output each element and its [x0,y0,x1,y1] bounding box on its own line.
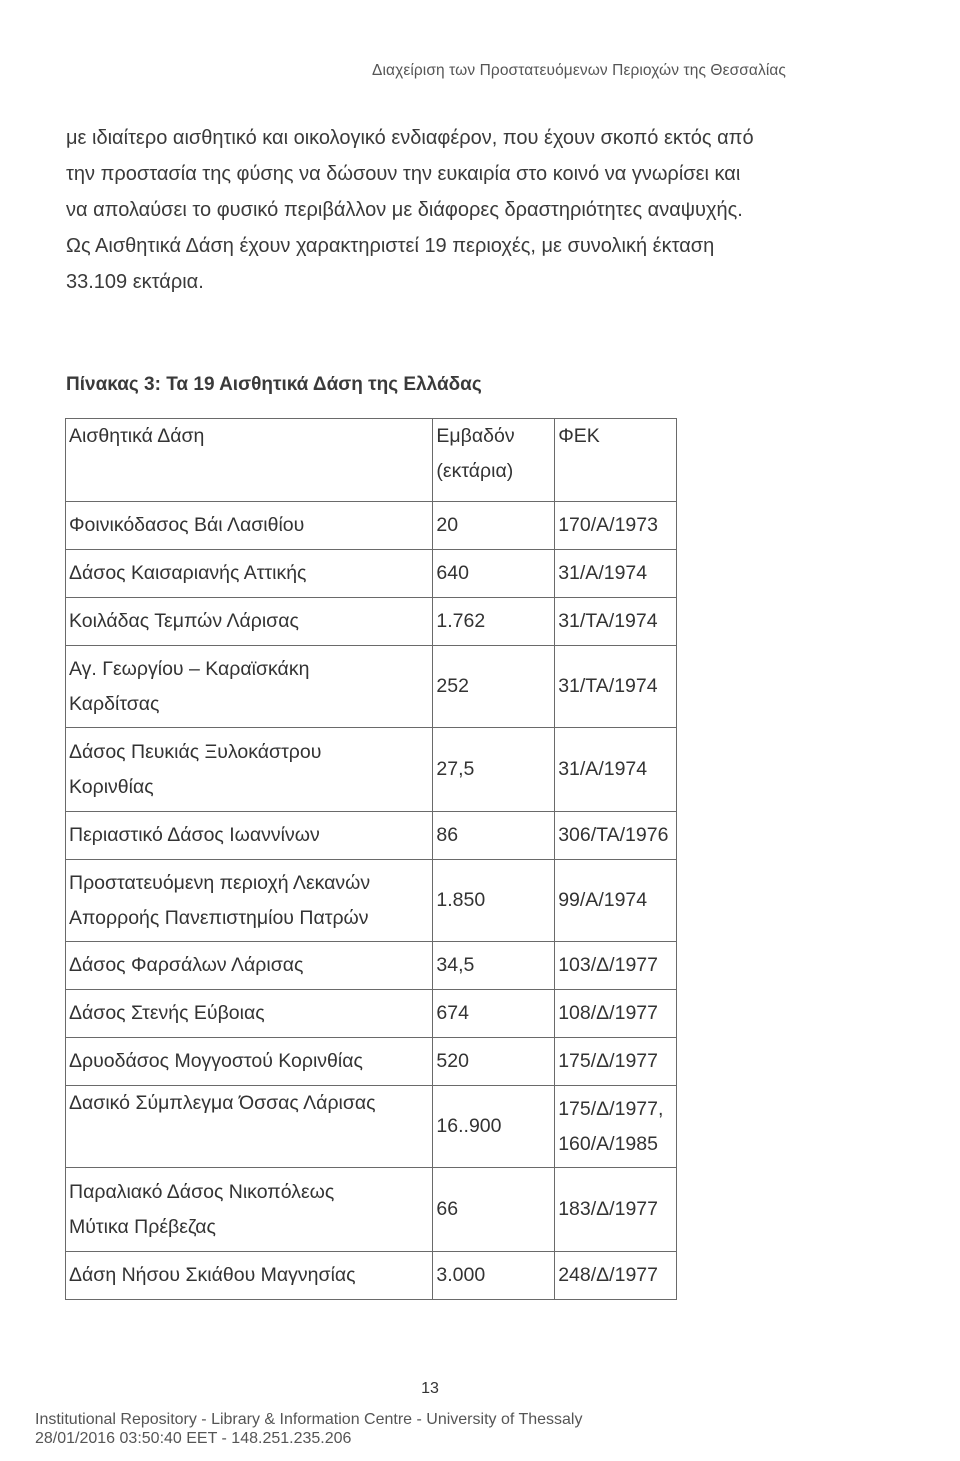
area-value: 3.000 [436,1264,486,1286]
forest-name-cell [66,860,433,942]
area-cell [433,860,555,942]
fek-cell [555,860,677,942]
forest-name: Δάσος Στενής Εύβοιας [69,1002,265,1024]
table-caption: Πίνακας 3: Τα 19 Αισθητικά Δάση της Ελλάδας [66,374,482,395]
forest-name-line2: Μύτικα Πρέβεζας [69,1215,216,1238]
header-fek: ΦΕΚ [558,425,600,447]
forest-name: Δασικό Σύμπλεγμα Όσσας Λάρισας [69,1092,376,1114]
header-area-cell [433,419,555,502]
forest-name-cell [66,1086,433,1168]
fek-cell [555,598,677,646]
header-fek-cell [555,419,677,502]
area-value: 27,5 [436,758,475,780]
forest-name: Προστατευόμενη περιοχή Λεκανών [69,871,371,894]
table-row [66,550,677,598]
fek-cell [555,812,677,860]
access-timestamp: 28/01/2016 03:50:40 EET - 148.251.235.206 [35,1430,352,1447]
paragraph-line: με ιδιαίτερο αισθητικό και οικολογικό ενδιαφέρον, που έχουν σκοπό εκτός από [66,127,754,149]
forest-name: Παραλιακό Δάσος Νικοπόλεως [69,1180,335,1203]
forest-name-cell [66,646,433,728]
forest-name-cell [66,990,433,1038]
fek-cell [555,1038,677,1086]
table-row [66,860,677,942]
forest-name-line2: Κορινθίας [69,775,154,798]
area-value: 20 [436,514,459,536]
area-cell [433,1252,555,1300]
table-row [66,728,677,812]
area-value: 674 [436,1002,469,1024]
fek-value: 183/Δ/1977 [558,1198,658,1220]
fek-cell [555,728,677,812]
fek-value: 108/Δ/1977 [558,1002,658,1024]
area-value: 252 [436,675,469,697]
forest-name-cell [66,728,433,812]
forest-name-cell [66,1252,433,1300]
forest-name-cell [66,550,433,598]
area-value: 86 [436,824,459,846]
body-paragraph [66,120,790,300]
fek-value: 31/Α/1974 [558,758,648,780]
area-value: 1.850 [436,889,486,911]
area-cell [433,990,555,1038]
table-row [66,1252,677,1300]
repository-footer: Institutional Repository - Library & Information Centre - University of Thessaly [35,1411,583,1428]
table-row [66,1086,677,1168]
forest-name: Δάσος Πευκιάς Ξυλοκάστρου [69,740,322,763]
fek-value: 31/ΤΑ/1974 [558,610,658,632]
area-cell [433,1168,555,1252]
fek-value: 103/Δ/1977 [558,954,658,976]
area-cell [433,1038,555,1086]
table-row [66,942,677,990]
fek-value: 175/Δ/1977, [558,1097,664,1120]
area-cell [433,812,555,860]
fek-value: 99/Α/1974 [558,889,648,911]
forest-name: Δάσος Καισαριανής Αττικής [69,562,307,584]
table-row [66,598,677,646]
area-cell [433,1086,555,1168]
forest-name: Περιαστικό Δάσος Ιωαννίνων [69,824,320,846]
header-area-line1: Εμβαδόν [436,425,515,447]
area-value: 1.762 [436,610,486,632]
fek-value: 248/Δ/1977 [558,1264,658,1286]
table-row [66,1038,677,1086]
area-value: 16..900 [436,1115,502,1137]
fek-cell [555,502,677,550]
forest-name: Αγ. Γεωργίου – Καραϊσκάκη [69,657,310,680]
fek-cell [555,646,677,728]
aesthetic-forests-table [65,418,677,1300]
header-name-cell [66,419,433,502]
fek-cell [555,942,677,990]
running-header: Διαχείριση των Προστατευόμενων Περιοχών της Θεσσαλίας [372,62,786,79]
forest-name-line2: Καρδίτσας [69,692,160,715]
area-cell [433,502,555,550]
paragraph-line: την προστασία της φύσης να δώσουν την ευκαιρία στο κοινό να γνωρίσει και [66,163,741,185]
fek-cell [555,1252,677,1300]
forest-name-cell [66,812,433,860]
paragraph-line: να απολαύσει το φυσικό περιβάλλον με διάφορες δραστηριότητες αναψυχής. [66,199,743,221]
table-row [66,646,677,728]
area-value: 520 [436,1050,469,1072]
forest-name: Δάση Νήσου Σκιάθου Μαγνησίας [69,1264,356,1286]
forest-name-cell [66,598,433,646]
fek-cell [555,1168,677,1252]
area-value: 66 [436,1198,459,1220]
table-row [66,990,677,1038]
forest-name-cell [66,1038,433,1086]
area-cell [433,646,555,728]
fek-cell [555,1086,677,1168]
area-value: 640 [436,562,469,584]
forest-name-line2: Απορροής Πανεπιστημίου Πατρών [69,906,369,929]
fek-value: 31/Α/1974 [558,562,648,584]
forest-name-cell [66,502,433,550]
fek-cell [555,550,677,598]
header-area-line2: (εκτάρια) [436,460,514,482]
header-name: Αισθητικά Δάση [69,425,205,447]
forest-name-cell [66,942,433,990]
forest-name: Δρυοδάσος Μογγοστού Κορινθίας [69,1050,363,1072]
area-cell [433,598,555,646]
fek-cell [555,990,677,1038]
table-row [66,502,677,550]
page-number: 13 [421,1380,439,1397]
fek-value: 31/ΤΑ/1974 [558,675,658,697]
area-cell [433,942,555,990]
fek-value-line2: 160/Α/1985 [558,1132,658,1155]
paragraph-line: 33.109 εκτάρια. [66,271,204,293]
table-header-row [66,419,677,502]
fek-value: 170/Α/1973 [558,514,658,536]
forest-name: Δάσος Φαρσάλων Λάρισας [69,954,304,976]
area-cell [433,550,555,598]
table-row [66,812,677,860]
area-cell [433,728,555,812]
fek-value: 175/Δ/1977 [558,1050,658,1072]
area-value: 34,5 [436,954,475,976]
fek-value: 306/ΤΑ/1976 [558,824,669,846]
paragraph-line: Ως Αισθητικά Δάση έχουν χαρακτηριστεί 19 περιοχές, με συνολική έκταση [66,235,715,257]
table-row [66,1168,677,1252]
forest-name-cell [66,1168,433,1252]
forest-name: Φοινικόδασος Βάι Λασιθίου [69,514,305,536]
forest-name: Κοιλάδας Τεμπών Λάρισας [69,610,299,632]
